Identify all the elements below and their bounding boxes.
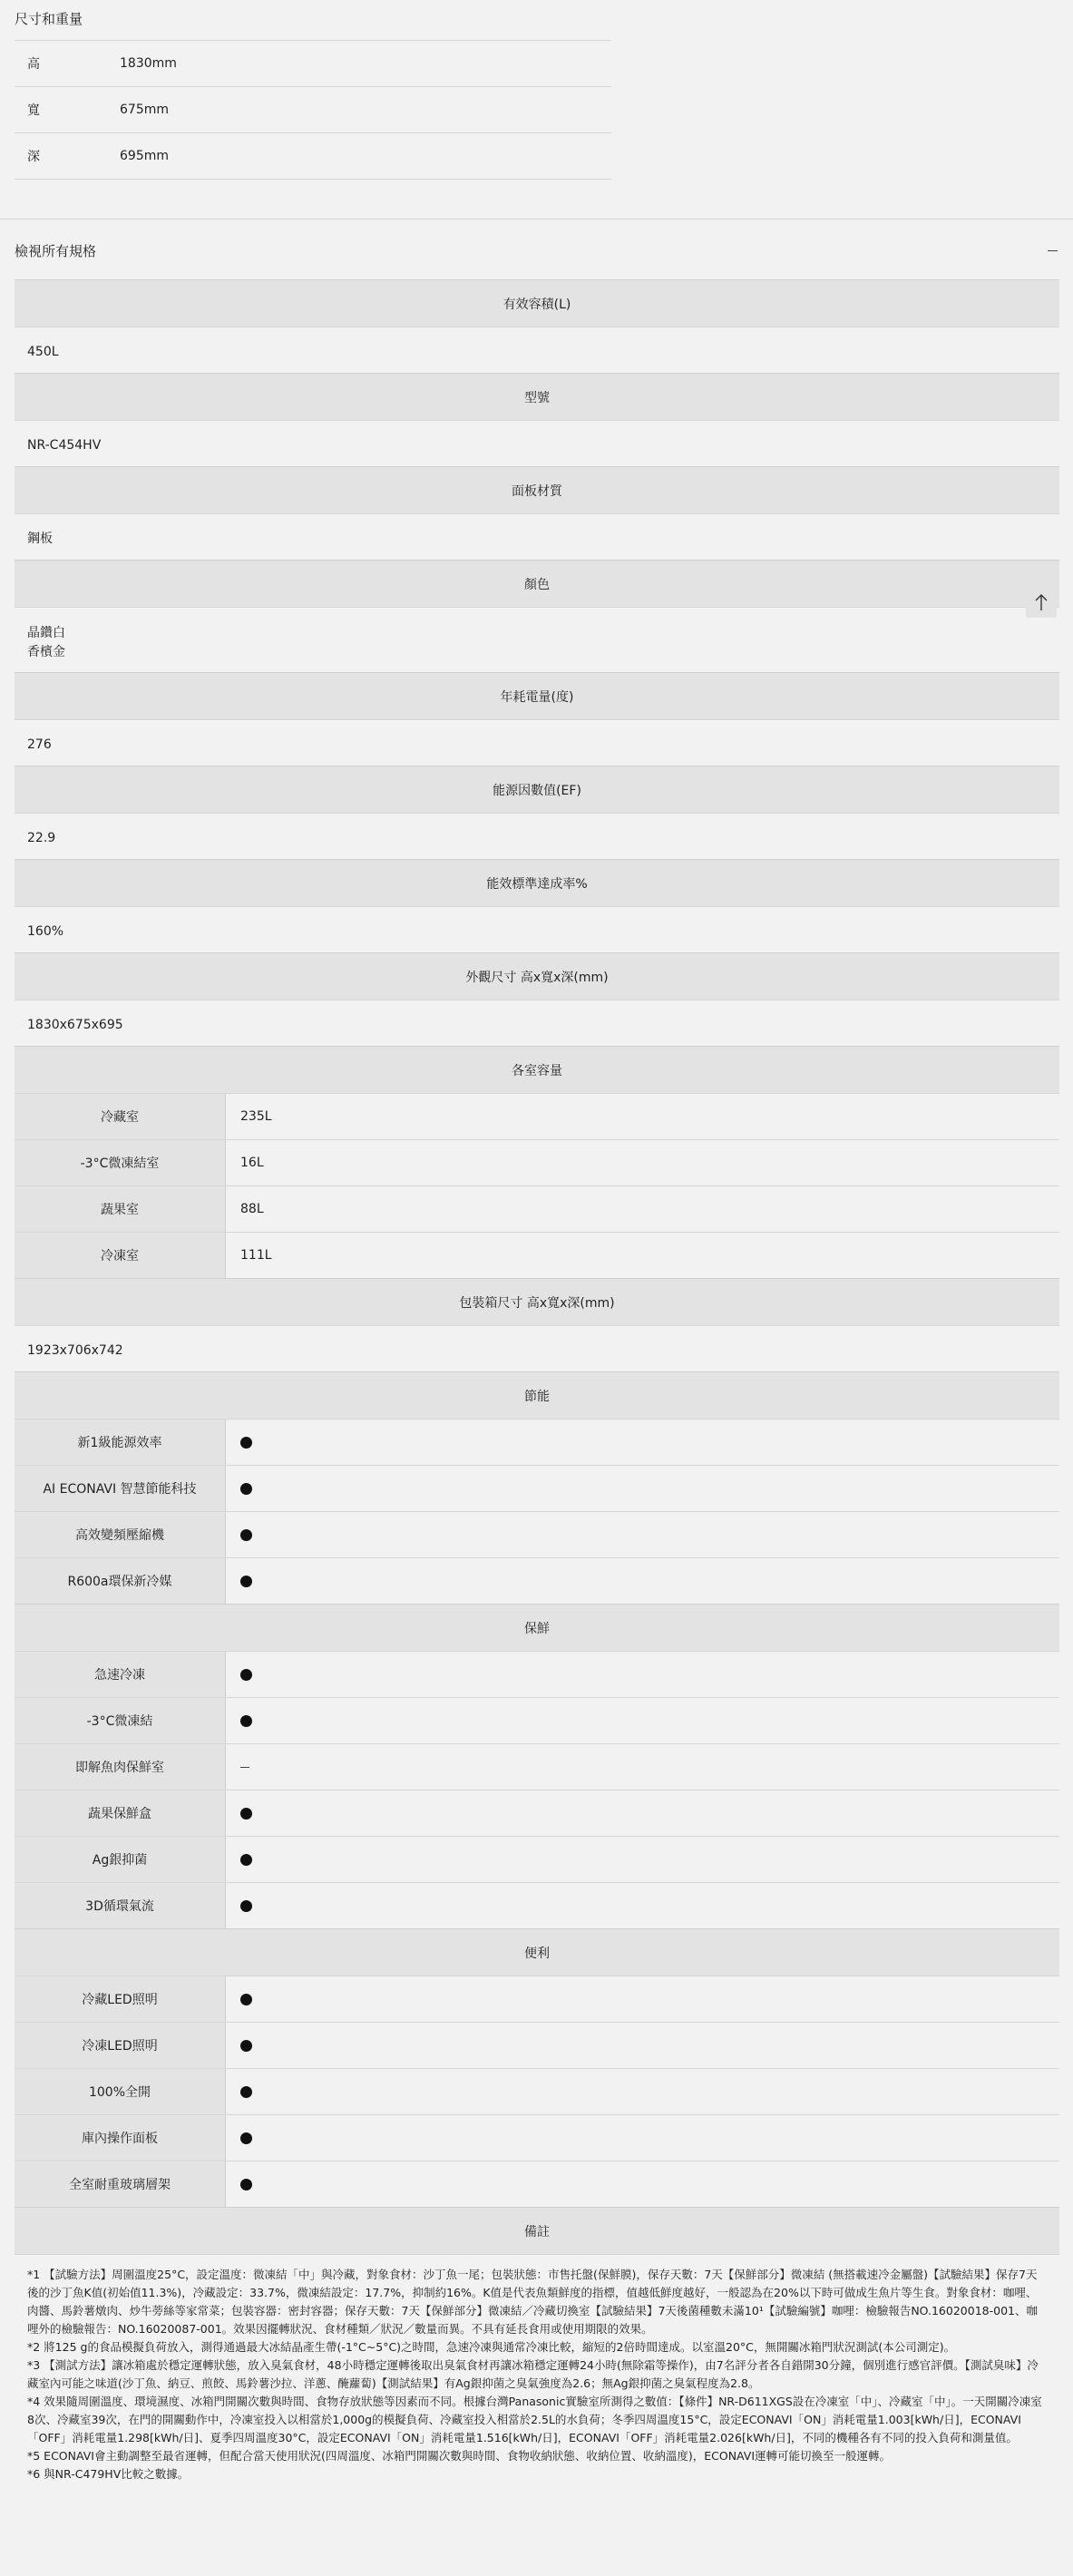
compartment-label: 蔬果室 <box>15 1186 226 1232</box>
feature-label: Ag銀抑菌 <box>15 1837 226 1882</box>
spec-value-material: 鋼板 <box>15 513 1059 560</box>
check-dot-icon <box>240 1483 252 1495</box>
feature-label: 急速冷凍 <box>15 1652 226 1697</box>
check-dot-icon <box>240 1529 252 1541</box>
compartment-label: -3°C微凍結室 <box>15 1140 226 1186</box>
size-value: 675mm <box>120 102 169 117</box>
size-value: 695mm <box>120 149 169 163</box>
spec-header-model: 型號 <box>15 373 1059 420</box>
check-dot-icon <box>240 1437 252 1449</box>
spec-value-power: 276 <box>15 719 1059 766</box>
compartment-value: 235L <box>240 1109 272 1124</box>
compartment-row <box>15 1139 1059 1186</box>
remark-note: *2 將125 g的食品模擬負荷放入，測得通過最大冰結晶產生帶(-1°C~5°C)之時間，急速冷凍與通常冷凍比較，縮短的2倍時間達成。以室溫20°C，無開關冰箱門狀況測試(本公司測定)。 <box>27 2340 956 2354</box>
remark-note: *3 【測試方法】讓冰箱處於穩定運轉狀態，放入臭氣食材，48小時穩定運轉後取出臭氣食材再讓冰箱穩定運轉24小時(無除霜等操作)，由7名評分者各自錯開30分鐘，個別進行感官評價。【測試臭味】冷藏室內可能之味道(沙丁魚、納豆、煎餃、馬鈴薯沙拉、洋蔥、醃蘿蔔)【測試結果】有Ag銀抑菌之臭氣強度為2.6；無Ag銀抑菌之臭氣程度為2.8。 <box>27 2358 1039 2390</box>
feature-label: 庫內操作面板 <box>15 2115 226 2161</box>
check-dot-icon <box>240 2040 252 2052</box>
collapse-minus-icon[interactable] <box>1046 241 1058 259</box>
spec-header-compartments: 各室容量 <box>15 1046 1059 1093</box>
size-label: 寬 <box>27 103 40 118</box>
spec-header-capacity: 有效容積(L) <box>15 279 1059 327</box>
section-divider <box>0 219 1073 220</box>
spec-header-ef: 能源因數值(EF) <box>15 766 1059 813</box>
size-weight-title: 尺寸和重量 <box>15 11 83 27</box>
check-dot-icon <box>240 2179 252 2191</box>
spec-header-color: 顏色 <box>15 560 1059 607</box>
feature-row <box>15 2022 1059 2068</box>
spec-value-dimensions: 1830x675x695 <box>15 1000 1059 1046</box>
size-label: 高 <box>27 57 40 72</box>
feature-row <box>15 1882 1059 1928</box>
spec-value-color <box>15 607 1059 672</box>
compartment-row <box>15 1232 1059 1278</box>
color-option: 香檳金 <box>27 645 65 659</box>
spec-value-model: NR-C454HV <box>15 420 1059 466</box>
feature-label: 高效變頻壓縮機 <box>15 1512 226 1557</box>
dash-icon <box>240 1767 249 1768</box>
check-dot-icon <box>240 1715 252 1727</box>
color-option: 晶鑽白 <box>27 626 65 640</box>
feature-label: 冷凍LED照明 <box>15 2023 226 2068</box>
feature-row <box>15 1651 1059 1697</box>
compartment-value: 16L <box>240 1156 264 1170</box>
feature-label: 新1級能源效率 <box>15 1420 226 1465</box>
size-value: 1830mm <box>120 56 177 71</box>
spec-header-material: 面板材質 <box>15 466 1059 513</box>
feature-row <box>15 2161 1059 2207</box>
feature-label: 蔬果保鮮盒 <box>15 1791 226 1836</box>
compartment-value: 88L <box>240 1202 264 1216</box>
remark-note: *1 【試驗方法】周圍溫度25°C，設定溫度：微凍結「中」與冷藏，對象食材：沙丁魚一尾；包裝狀態：市售托盤(保鮮膜)，保存天數：7天【保鮮部分】微凍結 (無搭載速冷金屬盤)【試驗結果】保存7天後的沙丁魚K值(初始值11.3%)，冷藏設定：33.7%，微凍結設定：17.7%，抑制約16%。K值是代表魚類鮮度的指標，值越低鮮度越好，一般認為在20%以下時可做成生魚片等生食。對象食材：咖哩、肉醬、馬鈴薯燉肉、炒牛蒡絲等家常菜；包裝容器：密封容器；保存天數：7天【保鮮部分】微凍結／冷藏切換室【試驗結果】7天後菌種數未滿10¹【試驗編號】咖哩：檢驗報告NO.16020018-001、咖哩外的檢驗報告：NO.16020087-001。效果因擺轉狀況、食材種類／狀況／數量而異。不具有延長食用或使用期限的效果。 <box>27 2268 1038 2336</box>
remark-note: *5 ECONAVI會主動調整至最省運轉，但配合當天使用狀況(四周溫度、冰箱門開關次數與時間、食物收納狀態、收納位置、收納溫度)，ECONAVI運轉可能切換至一般運轉。 <box>27 2449 892 2463</box>
spec-header-dimensions: 外觀尺寸 高x寬x深(mm) <box>15 952 1059 1000</box>
feature-row <box>15 1743 1059 1790</box>
feature-label: 即解魚肉保鮮室 <box>15 1744 226 1790</box>
check-dot-icon <box>240 1576 252 1587</box>
size-label: 深 <box>27 150 40 164</box>
feature-row <box>15 1557 1059 1604</box>
feature-row <box>15 1511 1059 1557</box>
feature-row <box>15 1790 1059 1836</box>
size-weight-table <box>15 40 611 180</box>
size-table-end <box>15 179 611 180</box>
remark-note: *6 與NR-C479HV比較之數據。 <box>27 2467 190 2481</box>
check-dot-icon <box>240 1994 252 2005</box>
check-dot-icon <box>240 2132 252 2144</box>
check-dot-icon <box>240 1900 252 1912</box>
spec-header-package: 包裝箱尺寸 高x寬x深(mm) <box>15 1278 1059 1325</box>
spec-value-ef: 22.9 <box>15 813 1059 859</box>
compartment-value: 111L <box>240 1248 272 1263</box>
size-row-height <box>15 40 611 86</box>
feature-label: -3°C微凍結 <box>15 1698 226 1743</box>
feature-label: 冷藏LED照明 <box>15 1976 226 2022</box>
check-dot-icon <box>240 1669 252 1681</box>
compartment-row <box>15 1093 1059 1139</box>
feature-label: 100%全開 <box>15 2069 226 2114</box>
feature-row <box>15 1976 1059 2022</box>
spec-value-package: 1923x706x742 <box>15 1325 1059 1371</box>
size-row-width <box>15 86 611 132</box>
spec-header-efficiency: 能效標準達成率% <box>15 859 1059 906</box>
feature-row <box>15 2114 1059 2161</box>
feature-label: 3D循環氣流 <box>15 1883 226 1928</box>
spec-header-remarks: 備註 <box>15 2207 1059 2254</box>
spec-value-efficiency: 160% <box>15 906 1059 952</box>
feature-row <box>15 1697 1059 1743</box>
feature-row <box>15 1465 1059 1511</box>
spec-table <box>15 279 1059 2483</box>
feature-row <box>15 1419 1059 1465</box>
spec-header-power: 年耗電量(度) <box>15 672 1059 719</box>
feature-row <box>15 1836 1059 1882</box>
compartment-label: 冷凍室 <box>15 1233 226 1278</box>
check-dot-icon <box>240 1854 252 1866</box>
compartment-label: 冷藏室 <box>15 1094 226 1139</box>
size-row-depth <box>15 132 611 179</box>
remarks-notes <box>15 2254 1059 2483</box>
spec-header-convenience: 便利 <box>15 1928 1059 1976</box>
feature-label: R600a環保新冷媒 <box>15 1558 226 1604</box>
feature-row <box>15 2068 1059 2114</box>
back-to-top-button[interactable] <box>1026 587 1057 618</box>
remark-note: *4 效果隨周圍溫度、環境濕度、冰箱門開關次數與時間、食物存放狀態等因素而不同。根據台灣Panasonic實驗室所測得之數值：【條件】NR-D611XGS設在冷凍室「中」、冷藏室「中」。一天開關冷凍室8次、冷藏室39次，在門的開關動作中，冷凍室投入以相當於1,000g的模擬負荷、冷藏室投入相當於2.5L的水負荷；冬季四周溫度15°C，設定ECONAVI「ON」消耗電量1.003[kWh/日]，ECONAVI「OFF」消耗電量1.298[kWh/日]、夏季四周溫度30°C，設定ECONAVI「ON」消耗電量1.516[kWh/日]，ECONAVI「OFF」消耗電量2.026[kWh/日]，不同的機種各有不同的投入負荷和測量值。 <box>27 2395 1042 2444</box>
spec-value-capacity: 450L <box>15 327 1059 373</box>
feature-label: AI ECONAVI 智慧節能科技 <box>15 1466 226 1511</box>
check-dot-icon <box>240 2086 252 2098</box>
view-all-specs-toggle[interactable]: 檢視所有規格 <box>15 243 97 259</box>
arrow-up-icon <box>1034 593 1049 611</box>
spec-header-freshness: 保鮮 <box>15 1604 1059 1651</box>
feature-label: 全室耐重玻璃層架 <box>15 2161 226 2207</box>
compartment-row <box>15 1186 1059 1232</box>
check-dot-icon <box>240 1808 252 1820</box>
spec-header-energy: 節能 <box>15 1371 1059 1419</box>
